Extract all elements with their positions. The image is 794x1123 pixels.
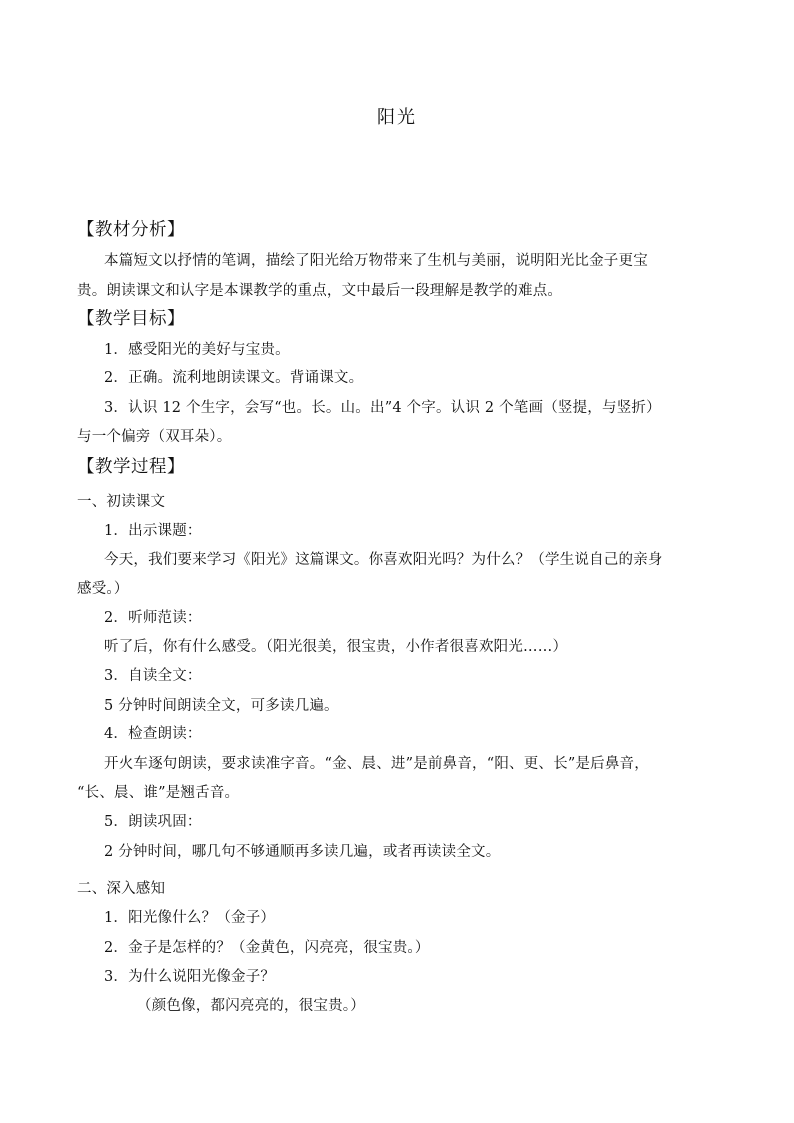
- process-part-1-title: 一、初读课文: [77, 494, 166, 510]
- document-title: 阳光: [377, 107, 417, 128]
- process-step-4-text-continued: “长、晨、谁”是翘舌音。: [77, 785, 240, 801]
- process-step-2-text: 听了后，你有什么感受。（阳光很美，很宝贵，小作者很喜欢阳光……）: [104, 639, 568, 655]
- section-heading-goals: 【教学目标】: [77, 309, 185, 329]
- process-step-2: 2．听师范读：: [104, 610, 202, 626]
- goal-item-3-continued: 与一个偏旁（双耳朵）。: [77, 429, 232, 445]
- process-part-2-item-1: 1．阳光像什么？（金子）: [104, 910, 276, 926]
- analysis-paragraph-line-1: 本篇短文以抒情的笔调，描绘了阳光给万物带来了生机与美丽，说明阳光比金子更宝: [104, 253, 648, 269]
- process-step-5: 5．朗读巩固：: [104, 814, 202, 830]
- analysis-paragraph-line-2: 贵。朗读课文和认字是本课教学的重点，文中最后一段理解是教学的难点。: [77, 283, 563, 299]
- process-step-3: 3．自读全文：: [104, 668, 202, 684]
- goal-item-3: 3．认识 12 个生字，会写“也。长。山。出”4 个字。认识 2 个笔画（竖提，与竖折）: [104, 400, 661, 416]
- section-heading-process: 【教学过程】: [77, 457, 185, 477]
- process-step-4: 4．检查朗读：: [104, 726, 202, 742]
- process-step-1: 1．出示课题：: [104, 523, 202, 539]
- goal-item-1: 1．感受阳光的美好与宝贵。: [104, 342, 290, 358]
- process-part-2-title: 二、深入感知: [77, 881, 166, 897]
- process-step-5-text: 2 分钟时间，哪几句不够通顺再多读几遍，或者再读读全文。: [104, 844, 501, 860]
- goal-item-2: 2．正确。流利地朗读课文。背诵课文。: [104, 370, 364, 386]
- process-step-4-text: 开火车逐句朗读，要求读准字音。“金、晨、进”是前鼻音，“阳、更、长”是后鼻音，: [104, 756, 649, 772]
- process-step-1-text: 今天，我们要来学习《阳光》这篇课文。你喜欢阳光吗？为什么？（学生说自己的亲身: [104, 552, 663, 568]
- process-step-3-text: 5 分钟时间朗读全文，可多读几遍。: [104, 698, 339, 714]
- process-part-2-item-3-answer: （颜色像，都闪亮亮的，很宝贵。）: [137, 998, 365, 1014]
- process-part-2-item-2: 2．金子是怎样的？（金黄色，闪亮亮，很宝贵。）: [104, 940, 430, 956]
- process-step-1-text-continued: 感受。）: [77, 581, 129, 597]
- section-heading-analysis: 【教材分析】: [77, 220, 185, 240]
- process-part-2-item-3: 3．为什么说阳光像金子？: [104, 969, 276, 985]
